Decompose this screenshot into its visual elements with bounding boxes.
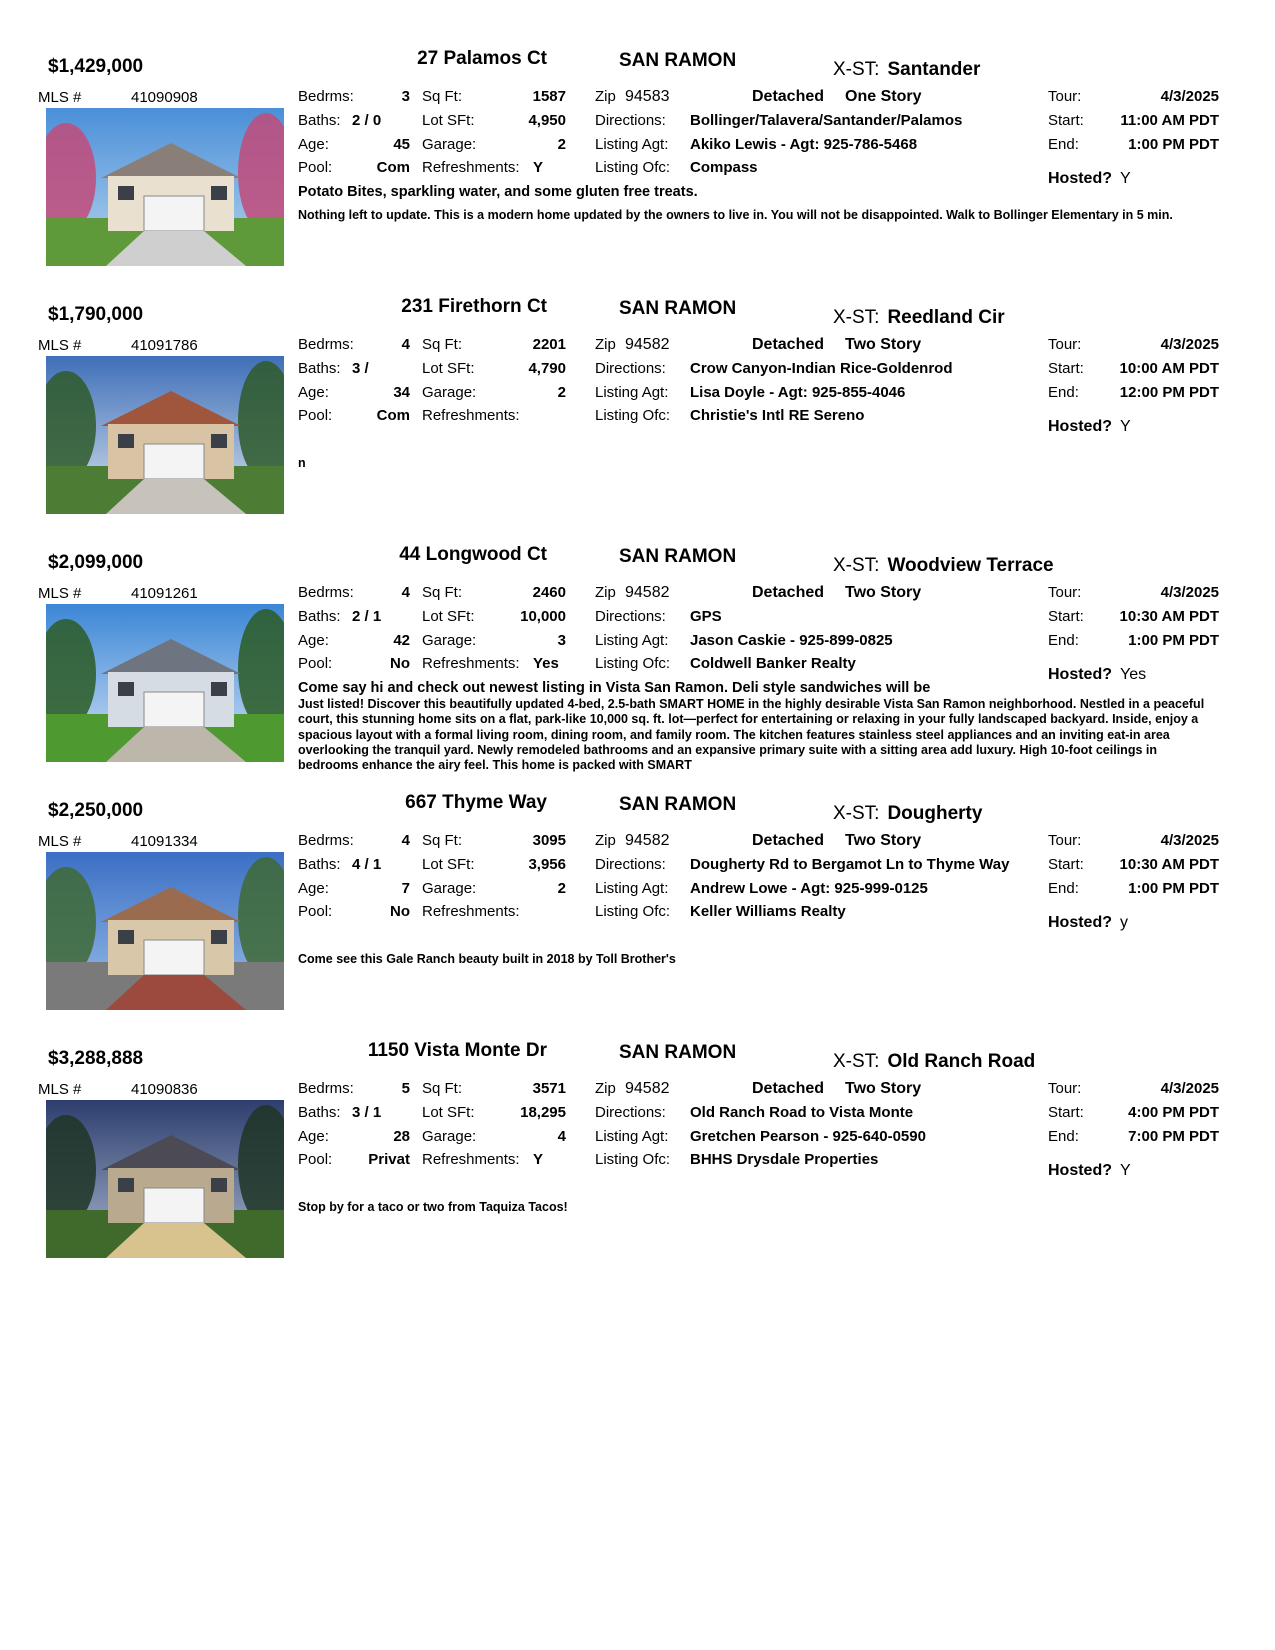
hosted bbox=[1048, 418, 1131, 436]
start-time: 10:30 AM PDT bbox=[1119, 856, 1219, 873]
garage-label: Garage: bbox=[422, 384, 477, 401]
end-time: 12:00 PM PDT bbox=[1119, 384, 1219, 401]
age-label: Age: bbox=[298, 136, 329, 153]
hosted-label: Hosted? bbox=[1048, 170, 1112, 187]
mls-label: MLS # bbox=[38, 585, 82, 602]
listing-address: 231 Firethorn Ct bbox=[401, 296, 547, 317]
end-time: 1:00 PM PDT bbox=[1128, 880, 1219, 897]
zip-value: 94582 bbox=[625, 832, 670, 849]
directions-value: GPS bbox=[690, 608, 722, 625]
garage-value: 3 bbox=[557, 632, 566, 649]
property-stories: Two Story bbox=[845, 832, 922, 849]
listing-city: SAN RAMON bbox=[619, 794, 737, 815]
house-photo bbox=[46, 108, 284, 266]
listing-office-value: Keller Williams Realty bbox=[690, 903, 846, 920]
lot-sft-label: Lot SFt: bbox=[422, 608, 475, 625]
listing-description: n bbox=[298, 456, 306, 470]
directions-label: Directions: bbox=[595, 112, 666, 129]
listing-agent-value: Gretchen Pearson - 925-640-0590 bbox=[690, 1128, 926, 1145]
lot-sft-label: Lot SFt: bbox=[422, 112, 475, 129]
directions-value: Dougherty Rd to Bergamot Ln to Thyme Way bbox=[690, 856, 1010, 873]
cross-street-label: X-ST: bbox=[833, 59, 880, 80]
hosted bbox=[1048, 914, 1128, 932]
pool-label: Pool: bbox=[298, 903, 333, 920]
listing-price: $1,790,000 bbox=[48, 304, 144, 325]
listing-office-label: Listing Ofc: bbox=[595, 159, 671, 176]
baths-value: 3 / bbox=[352, 360, 369, 377]
bedrms-value: 4 bbox=[401, 336, 410, 353]
cross-street-value: Reedland Cir bbox=[887, 307, 1005, 328]
property-stories: One Story bbox=[845, 88, 922, 105]
baths-value: 4 / 1 bbox=[352, 856, 382, 873]
house-photo bbox=[46, 356, 284, 514]
house-photo-svg bbox=[46, 1100, 284, 1258]
baths-label: Baths: bbox=[298, 112, 341, 129]
refreshments-value: Y bbox=[533, 159, 544, 176]
hosted-value: Y bbox=[1120, 1162, 1131, 1179]
age-label: Age: bbox=[298, 880, 329, 897]
bedrms-label: Bedrms: bbox=[298, 832, 354, 849]
directions-value: Bollinger/Talavera/Santander/Palamos bbox=[690, 112, 963, 129]
start-time: 11:00 AM PDT bbox=[1120, 112, 1219, 129]
garage-label: Garage: bbox=[422, 136, 477, 153]
lot-sft-value: 10,000 bbox=[520, 608, 566, 625]
zip-label: Zip bbox=[595, 336, 616, 353]
start-label: Start: bbox=[1048, 608, 1084, 625]
listing-address: 1150 Vista Monte Dr bbox=[367, 1040, 547, 1061]
house-photo bbox=[46, 1100, 284, 1258]
sqft-label: Sq Ft: bbox=[422, 832, 463, 849]
listing-description: Stop by for a taco or two from Taquiza Tacos! bbox=[298, 1200, 568, 1214]
hosted-label: Hosted? bbox=[1048, 666, 1112, 683]
refreshments-note: Come say hi and check out newest listing in Vista San Ramon. Deli style sandwiches will be bbox=[298, 680, 931, 696]
mls-label: MLS # bbox=[38, 1081, 82, 1098]
pool-label: Pool: bbox=[298, 655, 333, 672]
refreshments-label: Refreshments: bbox=[422, 1151, 520, 1168]
garage-label: Garage: bbox=[422, 632, 477, 649]
age-value: 45 bbox=[393, 136, 410, 153]
house-photo-svg bbox=[46, 852, 284, 1010]
age-value: 7 bbox=[401, 880, 410, 897]
cross-street bbox=[833, 59, 980, 81]
tour-date: 4/3/2025 bbox=[1160, 584, 1219, 601]
hosted bbox=[1048, 170, 1131, 188]
listing-agent-label: Listing Agt: bbox=[595, 384, 669, 401]
listing-address: 27 Palamos Ct bbox=[417, 48, 547, 69]
mls-number: 41091334 bbox=[131, 833, 198, 850]
property-stories: Two Story bbox=[845, 1080, 922, 1097]
cross-street-label: X-ST: bbox=[833, 555, 880, 576]
cross-street-value: Santander bbox=[887, 59, 981, 80]
directions-value: Crow Canyon-Indian Rice-Goldenrod bbox=[690, 360, 953, 377]
listing-card bbox=[0, 792, 1275, 1054]
cross-street-value: Dougherty bbox=[887, 803, 983, 824]
hosted bbox=[1048, 666, 1146, 684]
mls-number: 41091786 bbox=[131, 337, 198, 354]
tour-label: Tour: bbox=[1048, 336, 1082, 353]
tour-label: Tour: bbox=[1048, 584, 1082, 601]
refreshments-value: Yes bbox=[533, 655, 559, 672]
pool-label: Pool: bbox=[298, 407, 333, 424]
listing-description: Just listed! Discover this beautifully updated 4-bed, 2.5-bath SMART HOME in the highly desirable Vista San Ramon neighborhood. Nestled in a peaceful court, this stunning home sits on a flat, park-like 10,000 sq. ft. lot—perfect for entertaining or relaxing in your fully landscaped backyard. Inside, enjoy a spacious layout with a formal living room, dining room, and family room. The kitchen features stainless steel appliances and an inviting eat-in area overlooking the tranquil yard. Newly remodeled bathrooms and an expansive primary suite with a sitting area add luxury. High 10-foot ceilings in bedrooms enhance the airy feel. This home is packed with SMART bbox=[298, 697, 1205, 773]
listing-agent-value: Akiko Lewis - Agt: 925-786-5468 bbox=[690, 136, 918, 153]
sqft-label: Sq Ft: bbox=[422, 336, 463, 353]
cross-street-value: Woodview Terrace bbox=[887, 555, 1054, 576]
start-label: Start: bbox=[1048, 1104, 1084, 1121]
start-time: 4:00 PM PDT bbox=[1128, 1104, 1219, 1121]
house-photo bbox=[46, 604, 284, 762]
end-label: End: bbox=[1048, 880, 1079, 897]
listing-description: Come see this Gale Ranch beauty built in 2018 by Toll Brother's bbox=[298, 952, 676, 966]
listing-office-value: BHHS Drysdale Properties bbox=[690, 1151, 879, 1168]
bedrms-value: 4 bbox=[401, 832, 410, 849]
refreshments-note: Potato Bites, sparkling water, and some gluten free treats. bbox=[298, 184, 698, 200]
lot-sft-value: 18,295 bbox=[520, 1104, 566, 1121]
pool-value: No bbox=[390, 655, 410, 672]
zip-value: 94582 bbox=[625, 1080, 670, 1097]
directions-label: Directions: bbox=[595, 856, 666, 873]
pool-label: Pool: bbox=[298, 159, 333, 176]
hosted bbox=[1048, 1162, 1131, 1180]
property-type: Detached bbox=[752, 336, 825, 353]
cross-street-label: X-ST: bbox=[833, 803, 880, 824]
baths-value: 2 / 0 bbox=[352, 112, 382, 129]
listing-price: $3,288,888 bbox=[48, 1048, 144, 1069]
start-time: 10:30 AM PDT bbox=[1119, 608, 1219, 625]
property-type: Detached bbox=[752, 88, 825, 105]
listing-card bbox=[0, 544, 1275, 806]
listing-city: SAN RAMON bbox=[619, 546, 737, 567]
listing-agent-label: Listing Agt: bbox=[595, 880, 669, 897]
bedrms-label: Bedrms: bbox=[298, 336, 354, 353]
zip-value: 94583 bbox=[625, 88, 670, 105]
listing-office-value: Coldwell Banker Realty bbox=[690, 655, 856, 672]
zip-label: Zip bbox=[595, 88, 616, 105]
lot-sft-label: Lot SFt: bbox=[422, 1104, 475, 1121]
cross-street-label: X-ST: bbox=[833, 1051, 880, 1072]
property-type: Detached bbox=[752, 584, 825, 601]
garage-label: Garage: bbox=[422, 880, 477, 897]
listing-city: SAN RAMON bbox=[619, 1042, 737, 1063]
cross-street bbox=[833, 1051, 1035, 1073]
bedrms-label: Bedrms: bbox=[298, 88, 354, 105]
tour-date: 4/3/2025 bbox=[1160, 336, 1219, 353]
listing-city: SAN RAMON bbox=[619, 50, 737, 71]
tour-date: 4/3/2025 bbox=[1160, 88, 1219, 105]
age-label: Age: bbox=[298, 1128, 329, 1145]
listing-office-label: Listing Ofc: bbox=[595, 655, 671, 672]
refreshments-label: Refreshments: bbox=[422, 655, 520, 672]
garage-value: 2 bbox=[557, 880, 566, 897]
end-time: 1:00 PM PDT bbox=[1128, 136, 1219, 153]
tour-label: Tour: bbox=[1048, 88, 1082, 105]
bedrms-value: 3 bbox=[401, 88, 410, 105]
pool-value: Privat bbox=[368, 1151, 410, 1168]
listing-address: 667 Thyme Way bbox=[405, 792, 547, 813]
listing-office-label: Listing Ofc: bbox=[595, 1151, 671, 1168]
bedrms-value: 4 bbox=[401, 584, 410, 601]
baths-label: Baths: bbox=[298, 360, 341, 377]
directions-value: Old Ranch Road to Vista Monte bbox=[690, 1104, 914, 1121]
age-label: Age: bbox=[298, 632, 329, 649]
sqft-value: 2201 bbox=[532, 336, 566, 353]
end-time: 7:00 PM PDT bbox=[1128, 1128, 1219, 1145]
listing-office-label: Listing Ofc: bbox=[595, 407, 671, 424]
mls-number: 41090908 bbox=[131, 89, 198, 106]
end-time: 1:00 PM PDT bbox=[1128, 632, 1219, 649]
mls-number: 41090836 bbox=[131, 1081, 198, 1098]
tour-label: Tour: bbox=[1048, 832, 1082, 849]
age-value: 34 bbox=[393, 384, 410, 401]
baths-value: 3 / 1 bbox=[352, 1104, 382, 1121]
listing-description: Nothing left to update. This is a modern home updated by the owners to live in. You will not be disappointed. Walk to Bollinger Elementary in 5 min. bbox=[298, 208, 1173, 222]
start-label: Start: bbox=[1048, 112, 1084, 129]
sqft-value: 3571 bbox=[532, 1080, 566, 1097]
pool-value: Com bbox=[376, 407, 410, 424]
house-photo-svg bbox=[46, 108, 284, 266]
end-label: End: bbox=[1048, 384, 1079, 401]
sqft-label: Sq Ft: bbox=[422, 584, 463, 601]
cross-street bbox=[833, 803, 982, 825]
listing-address: 44 Longwood Ct bbox=[399, 544, 547, 565]
mls-label: MLS # bbox=[38, 833, 82, 850]
cross-street bbox=[833, 307, 1005, 329]
age-value: 28 bbox=[393, 1128, 410, 1145]
listing-card bbox=[0, 48, 1275, 310]
baths-label: Baths: bbox=[298, 1104, 341, 1121]
mls-label: MLS # bbox=[38, 337, 82, 354]
sqft-label: Sq Ft: bbox=[422, 88, 463, 105]
zip-label: Zip bbox=[595, 832, 616, 849]
lot-sft-value: 4,950 bbox=[528, 112, 566, 129]
listing-price: $1,429,000 bbox=[48, 56, 144, 77]
tour-label: Tour: bbox=[1048, 1080, 1082, 1097]
zip-value: 94582 bbox=[625, 336, 670, 353]
baths-label: Baths: bbox=[298, 856, 341, 873]
cross-street bbox=[833, 555, 1054, 577]
listing-office-value: Christie's Intl RE Sereno bbox=[690, 407, 865, 424]
house-photo-svg bbox=[46, 604, 284, 762]
hosted-value: Yes bbox=[1120, 666, 1147, 683]
age-value: 42 bbox=[393, 632, 410, 649]
listing-agent-value: Jason Caskie - 925-899-0825 bbox=[690, 632, 893, 649]
sqft-value: 2460 bbox=[532, 584, 566, 601]
directions-label: Directions: bbox=[595, 608, 666, 625]
garage-value: 4 bbox=[557, 1128, 566, 1145]
end-label: End: bbox=[1048, 632, 1079, 649]
house-photo bbox=[46, 852, 284, 1010]
listing-price: $2,099,000 bbox=[48, 552, 144, 573]
property-type: Detached bbox=[752, 832, 825, 849]
sqft-value: 1587 bbox=[532, 88, 566, 105]
listing-agent-label: Listing Agt: bbox=[595, 632, 669, 649]
listing-office-label: Listing Ofc: bbox=[595, 903, 671, 920]
tour-date: 4/3/2025 bbox=[1160, 1080, 1219, 1097]
mls-number: 41091261 bbox=[131, 585, 198, 602]
sqft-value: 3095 bbox=[532, 832, 566, 849]
garage-label: Garage: bbox=[422, 1128, 477, 1145]
listing-card bbox=[0, 1040, 1275, 1302]
property-stories: Two Story bbox=[845, 336, 922, 353]
refreshments-value: Y bbox=[533, 1151, 544, 1168]
hosted-value: y bbox=[1120, 914, 1128, 931]
hosted-label: Hosted? bbox=[1048, 1162, 1112, 1179]
baths-label: Baths: bbox=[298, 608, 341, 625]
start-label: Start: bbox=[1048, 856, 1084, 873]
age-label: Age: bbox=[298, 384, 329, 401]
lot-sft-value: 4,790 bbox=[528, 360, 566, 377]
pool-value: Com bbox=[376, 159, 410, 176]
listing-price: $2,250,000 bbox=[48, 800, 144, 821]
cross-street-label: X-ST: bbox=[833, 307, 880, 328]
garage-value: 2 bbox=[557, 384, 566, 401]
listing-city: SAN RAMON bbox=[619, 298, 737, 319]
zip-label: Zip bbox=[595, 584, 616, 601]
listing-agent-label: Listing Agt: bbox=[595, 136, 669, 153]
cross-street-value: Old Ranch Road bbox=[887, 1051, 1036, 1072]
lot-sft-value: 3,956 bbox=[528, 856, 566, 873]
pool-label: Pool: bbox=[298, 1151, 333, 1168]
bedrms-label: Bedrms: bbox=[298, 584, 354, 601]
hosted-label: Hosted? bbox=[1048, 418, 1112, 435]
house-photo-svg bbox=[46, 356, 284, 514]
listing-office-value: Compass bbox=[690, 159, 758, 176]
tour-date: 4/3/2025 bbox=[1160, 832, 1219, 849]
start-time: 10:00 AM PDT bbox=[1119, 360, 1219, 377]
refreshments-label: Refreshments: bbox=[422, 903, 520, 920]
property-stories: Two Story bbox=[845, 584, 922, 601]
end-label: End: bbox=[1048, 1128, 1079, 1145]
property-type: Detached bbox=[752, 1080, 825, 1097]
baths-value: 2 / 1 bbox=[352, 608, 382, 625]
directions-label: Directions: bbox=[595, 1104, 666, 1121]
directions-label: Directions: bbox=[595, 360, 666, 377]
zip-value: 94582 bbox=[625, 584, 670, 601]
listing-agent-label: Listing Agt: bbox=[595, 1128, 669, 1145]
bedrms-label: Bedrms: bbox=[298, 1080, 354, 1097]
hosted-value: Y bbox=[1120, 170, 1131, 187]
lot-sft-label: Lot SFt: bbox=[422, 360, 475, 377]
sqft-label: Sq Ft: bbox=[422, 1080, 463, 1097]
refreshments-label: Refreshments: bbox=[422, 407, 520, 424]
pool-value: No bbox=[390, 903, 410, 920]
end-label: End: bbox=[1048, 136, 1079, 153]
hosted-label: Hosted? bbox=[1048, 914, 1112, 931]
refreshments-label: Refreshments: bbox=[422, 159, 520, 176]
listing-agent-value: Andrew Lowe - Agt: 925-999-0125 bbox=[690, 880, 928, 897]
hosted-value: Y bbox=[1120, 418, 1131, 435]
mls-label: MLS # bbox=[38, 89, 82, 106]
bedrms-value: 5 bbox=[401, 1080, 410, 1097]
start-label: Start: bbox=[1048, 360, 1084, 377]
listing-agent-value: Lisa Doyle - Agt: 925-855-4046 bbox=[690, 384, 906, 401]
zip-label: Zip bbox=[595, 1080, 616, 1097]
garage-value: 2 bbox=[557, 136, 566, 153]
lot-sft-label: Lot SFt: bbox=[422, 856, 475, 873]
listing-card bbox=[0, 296, 1275, 558]
